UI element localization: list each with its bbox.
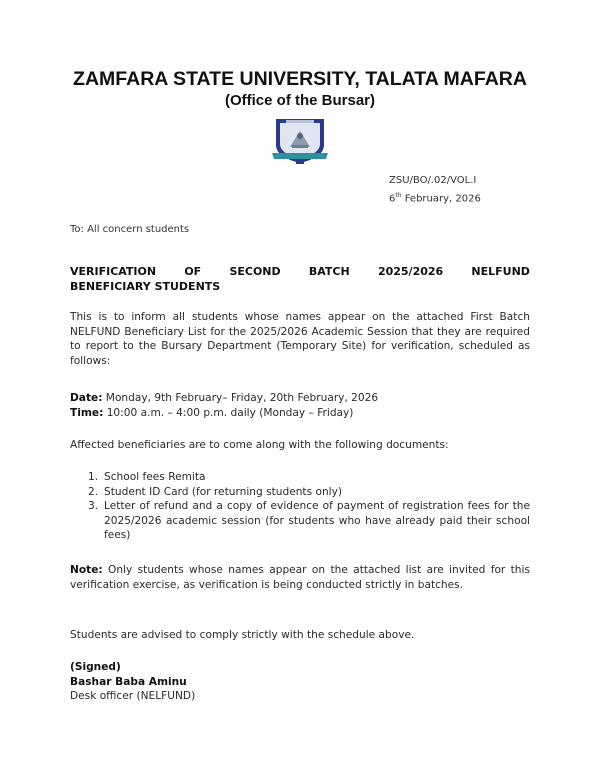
recipient-line: To: All concern students <box>70 224 190 235</box>
signatory-name: Bashar Baba Aminu <box>70 675 187 688</box>
office-name: (Office of the Bursar) <box>224 92 375 109</box>
signatory-title: Desk officer (NELFUND) <box>70 690 196 703</box>
documents-list <box>88 470 530 543</box>
list-item: 2. Student ID Card (for returning students only) <box>88 485 343 498</box>
heading-line-1: VERIFICATION OF SECOND BATCH 2025/2026 NELFUND <box>70 265 530 278</box>
list-item: 3. Letter of refund and a copy of evidence of payment of registration fees for the 2025/2026 academic session (for students who have already paid their school fees) <box>88 500 530 542</box>
documents-intro: Affected beneficiaries are to come along with the following documents: <box>70 439 449 451</box>
schedule-time: Time: 10:00 a.m. – 4:00 p.m. daily (Monday – Friday) <box>70 406 354 419</box>
reference-block <box>389 173 481 206</box>
signature-block <box>70 660 370 704</box>
signed-label: (Signed) <box>70 661 121 673</box>
list-item: 1. School fees Remita <box>88 471 206 483</box>
intro-paragraph: This is to inform all students whose names appear on the attached First Batch NELFUND Beneficiary List for the 2025/2026 Academic Session that they are required to report to the Bursary Department (Temporary Site) for verification, scheduled as follows: <box>70 311 530 367</box>
advice-line: Students are advised to comply strictly with the schedule above. <box>70 629 415 641</box>
notice-heading <box>70 265 530 294</box>
reference-number: ZSU/BO/.02/VOL.I <box>389 175 477 186</box>
schedule-block <box>70 391 530 420</box>
letter-date: 6th February, 2026 <box>389 192 481 205</box>
note-paragraph: Note: Only students whose names appear on the attached list are invited for this verification exercise, as verification is being conducted strictly in batches. <box>70 564 530 591</box>
institution-name: ZAMFARA STATE UNIVERSITY, TALATA MAFARA <box>73 68 527 90</box>
heading-line-2: BENEFICIARY STUDENTS <box>70 279 221 293</box>
schedule-date: Date: Monday, 9th February– Friday, 20th February, 2026 <box>70 392 379 404</box>
university-crest-icon <box>266 115 334 171</box>
